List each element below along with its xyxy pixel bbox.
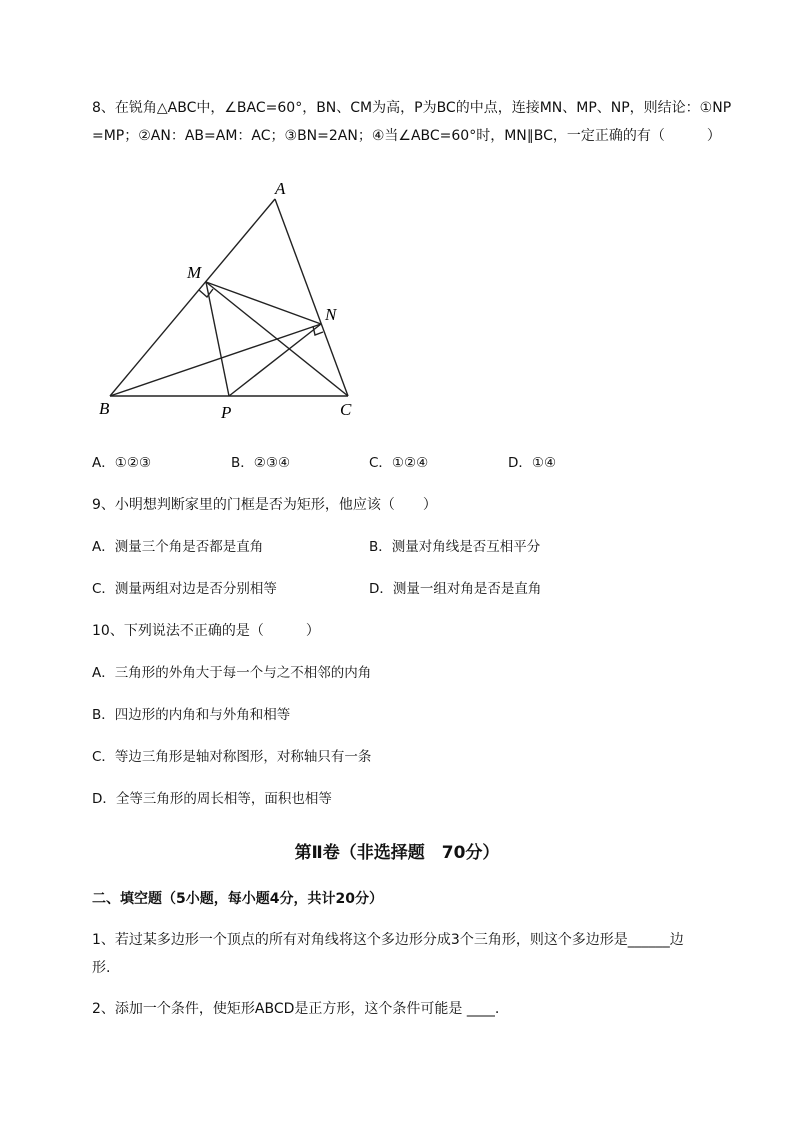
label-p: P bbox=[221, 403, 232, 422]
part2-title: 第Ⅱ卷（非选择题 70分） bbox=[294, 843, 500, 863]
segment-mp bbox=[206, 282, 229, 396]
fill-blank-section-heading: 二、填空题（5小题，每小题4分，共计20分） bbox=[92, 891, 383, 907]
q9-option-c: C．测量两组对边是否分别相等 bbox=[92, 581, 277, 597]
label-m: M bbox=[187, 263, 202, 282]
altitude-bn bbox=[110, 324, 321, 396]
right-angle-mark-n bbox=[313, 326, 323, 335]
q8-stem-line2: =MP；②AN：AB=AM：AC；③BN=2AN；④当∠ABC=60°时，MN∥BC，一定正确的有（ ） bbox=[92, 128, 721, 144]
q9-option-b: B．测量对角线是否互相平分 bbox=[369, 539, 541, 555]
fill-q1-line1: 1、若过某多边形一个顶点的所有对角线将这个多边形分成3个三角形，则这个多边形是______边 bbox=[92, 932, 684, 948]
q8-option-b: B．②③④ bbox=[231, 455, 291, 471]
q8-stem-line1: 8、在锐角△ABC中，∠BAC=60°，BN、CM为高，P为BC的中点，连接MN、MP、NP，则结论：①NP bbox=[92, 100, 732, 116]
label-a: A bbox=[275, 179, 286, 198]
label-n: N bbox=[325, 305, 337, 324]
label-b: B bbox=[99, 399, 110, 418]
q9-option-a: A．测量三个角是否都是直角 bbox=[92, 539, 264, 555]
q10-option-c: C．等边三角形是轴对称图形，对称轴只有一条 bbox=[92, 749, 372, 765]
right-angle-mark-m bbox=[199, 289, 213, 297]
q10-option-d: D．全等三角形的周长相等，面积也相等 bbox=[92, 791, 332, 807]
q10-option-a: A．三角形的外角大于每一个与之不相邻的内角 bbox=[92, 665, 372, 681]
q10-stem: 10、下列说法不正确的是（ ） bbox=[92, 623, 320, 639]
fill-q1-line2: 形. bbox=[92, 960, 111, 976]
label-c: C bbox=[340, 400, 352, 419]
segment-np bbox=[229, 324, 321, 396]
q8-option-d: D．①④ bbox=[508, 455, 557, 471]
segment-mn bbox=[206, 282, 321, 324]
q8-option-a: A．①②③ bbox=[92, 455, 152, 471]
q9-stem: 9、小明想判断家里的门框是否为矩形，他应该（ ） bbox=[92, 497, 437, 513]
q10-option-b: B．四边形的内角和与外角和相等 bbox=[92, 707, 291, 723]
q9-option-d: D．测量一组对角是否是直角 bbox=[369, 581, 542, 597]
q8-option-c: C．①②④ bbox=[369, 455, 429, 471]
fill-q2: 2、添加一个条件，使矩形ABCD是正方形，这个条件可能是 ____. bbox=[92, 1001, 500, 1017]
